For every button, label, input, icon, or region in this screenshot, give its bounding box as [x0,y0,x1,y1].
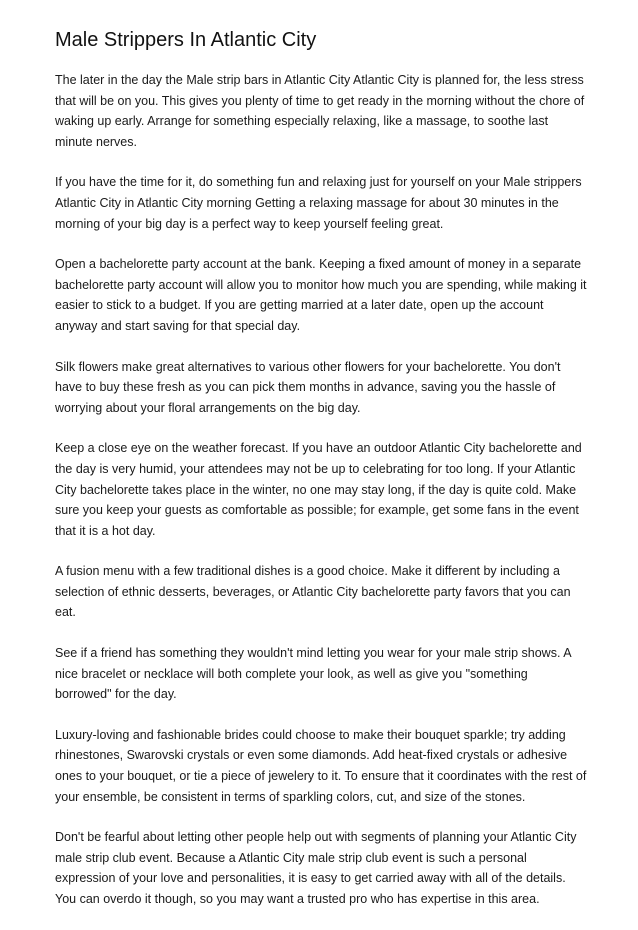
document-body [55,26,587,930]
paragraph-5: Keep a close eye on the weather forecast. If you have an outdoor Atlantic City bachelorette and the day is very humid, your attendees may not be up to celebrating for too long. If your Atlantic City bachelorette takes place in the winter, no one may stay long, if the day is quite cold. Make sure you keep your guests as comfortable as possible; for example, get some fans in the event that it is a hot day. [55,441,582,538]
paragraph-1: The later in the day the Male strip bars in Atlantic City Atlantic City is planned for, the less stress that will be on you. This gives you plenty of time to get ready in the morning without the chore of waking up early. Arrange for something especially relaxing, like a massage, to soothe last minute nerves. [55,73,585,149]
paragraph-6: A fusion menu with a few traditional dishes is a good choice. Make it different by including a selection of ethnic desserts, beverages, or Atlantic City bachelorette party favors that you can eat. [55,564,571,620]
paragraph-9: Don't be fearful about letting other people help out with segments of planning your Atlantic City male strip club event. Because a Atlantic City male strip club event is such a personal expression of your love and personalities, it is easy to get carried away with all of the details. You can overdo it though, so you may want a trusted pro who has expertise in this area. [55,830,577,906]
paragraph-7: See if a friend has something they wouldn't mind letting you wear for your male strip shows. A nice bracelet or necklace will both complete your look, as well as give you "something borrowed" for the day. [55,646,571,702]
paragraph-3: Open a bachelorette party account at the bank. Keeping a fixed amount of money in a separate bachelorette party account will allow you to monitor how much you are spending, while making it easier to stick to a budget. If you are getting married at a later date, open up the account anyway and start saving for that special day. [55,257,587,333]
paragraph-4: Silk flowers make great alternatives to various other flowers for your bachelorette. You don't have to buy these fresh as you can pick them months in advance, saving you the hassle of worrying about your floral arrangements on the big day. [55,359,561,415]
paragraph-2: If you have the time for it, do something fun and relaxing just for yourself on your Male strippers Atlantic City in Atlantic City morning Getting a relaxing massage for about 30 minutes in the morning of your big day is a perfect way to keep yourself feeling great. [55,175,582,231]
paragraph-8: Luxury-loving and fashionable brides could choose to make their bouquet sparkle; try adding rhinestones, Swarovski crystals or even some diamonds. Add heat-fixed crystals or adhesive ones to your bouquet, or tie a piece of jewelery to it. To ensure that it coordinates with the rest of your ensemble, be consistent in terms of sparkling colors, cut, and size of the stones. [55,727,587,804]
page-title: Male Strippers In Atlantic City [55,29,317,51]
